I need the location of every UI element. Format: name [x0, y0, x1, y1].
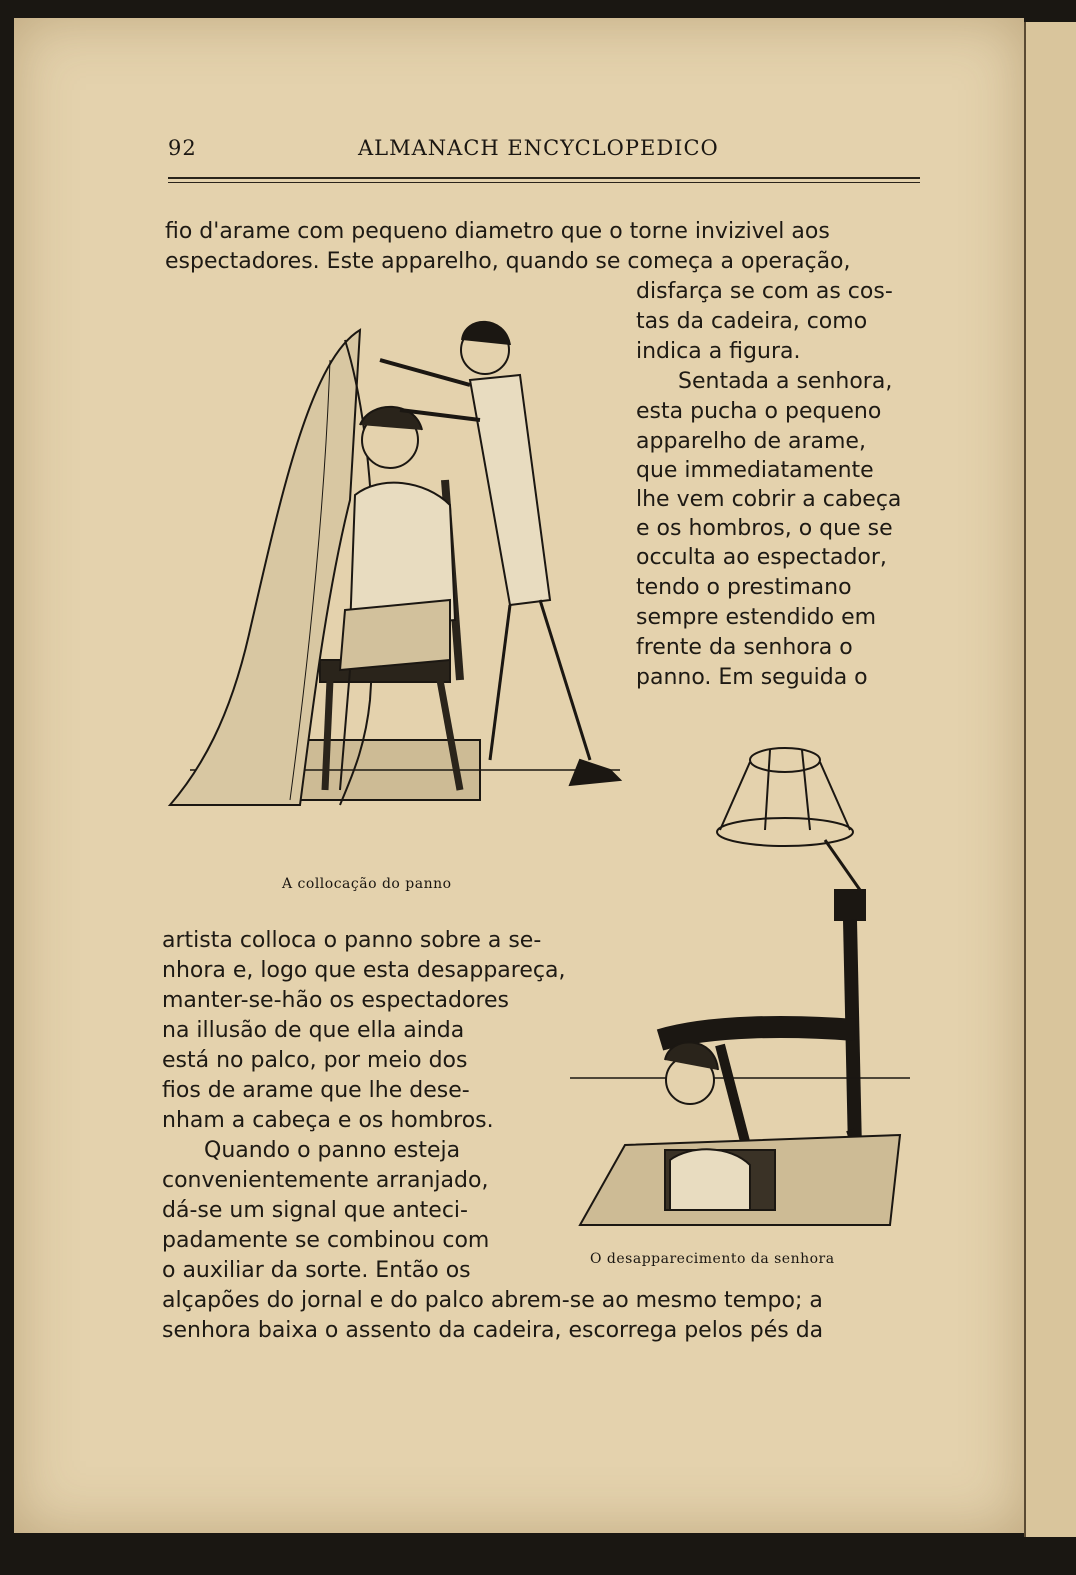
header-rule-thin: [168, 182, 920, 183]
body-line: frente da senhora o: [636, 635, 853, 660]
figure-cloth-placement: [150, 300, 630, 860]
body-line: alçapões do jornal e do palco abrem-se ao mesmo tempo; a: [162, 1288, 823, 1313]
body-line: está no palco, por meio dos: [162, 1048, 468, 1073]
body-line: fio d'arame com pequeno diametro que o torne invizivel aos: [165, 219, 830, 244]
body-line: fios de arame que lhe dese-: [162, 1078, 470, 1103]
page-number: 92: [168, 136, 197, 160]
body-line: Sentada a senhora,: [678, 369, 893, 394]
body-line: dá-se um signal que anteci-: [162, 1198, 468, 1223]
body-line: que immediatamente: [636, 458, 874, 483]
body-line: manter-se-hão os espectadores: [162, 988, 510, 1013]
body-line: e os hombros, o que se: [636, 516, 893, 541]
body-line: esta pucha o pequeno: [636, 399, 882, 424]
body-line: na illusão de que ella ainda: [162, 1018, 465, 1043]
figure-caption: A collocação do panno: [282, 876, 452, 892]
body-line: apparelho de arame,: [636, 429, 866, 454]
body-line: tas da cadeira, como: [636, 309, 868, 334]
body-line: Quando o panno esteja: [204, 1138, 461, 1163]
next-page-edge: [1024, 22, 1076, 1537]
body-line: panno. Em seguida o: [636, 665, 868, 690]
body-line: o auxiliar da sorte. Então os: [162, 1258, 471, 1283]
body-line: tendo o prestimano: [636, 575, 852, 600]
body-line: artista colloca o panno sobre a se-: [162, 928, 542, 953]
body-line: senhora baixa o assento da cadeira, escorrega pelos pés da: [162, 1318, 824, 1343]
body-line: sempre estendido em: [636, 605, 877, 630]
header-rule: [168, 177, 920, 179]
body-line: indica a figura.: [636, 339, 801, 364]
body-line: padamente se combinou com: [162, 1228, 490, 1253]
running-title: ALMANACH ENCYCLOPEDICO: [358, 136, 719, 160]
figure-disappearance: [570, 740, 910, 1240]
body-line: nhora e, logo que esta desappareça,: [162, 958, 566, 983]
body-line: convenientemente arranjado,: [162, 1168, 489, 1193]
body-line: occulta ao espectador,: [636, 545, 887, 570]
body-line: disfarça se com as cos-: [636, 279, 893, 304]
body-line: nham a cabeça e os hombros.: [162, 1108, 494, 1133]
body-line: lhe vem cobrir a cabeça: [636, 487, 902, 512]
body-line: espectadores. Este apparelho, quando se começa a operação,: [165, 249, 851, 274]
figure-caption: O desapparecimento da senhora: [590, 1251, 835, 1267]
